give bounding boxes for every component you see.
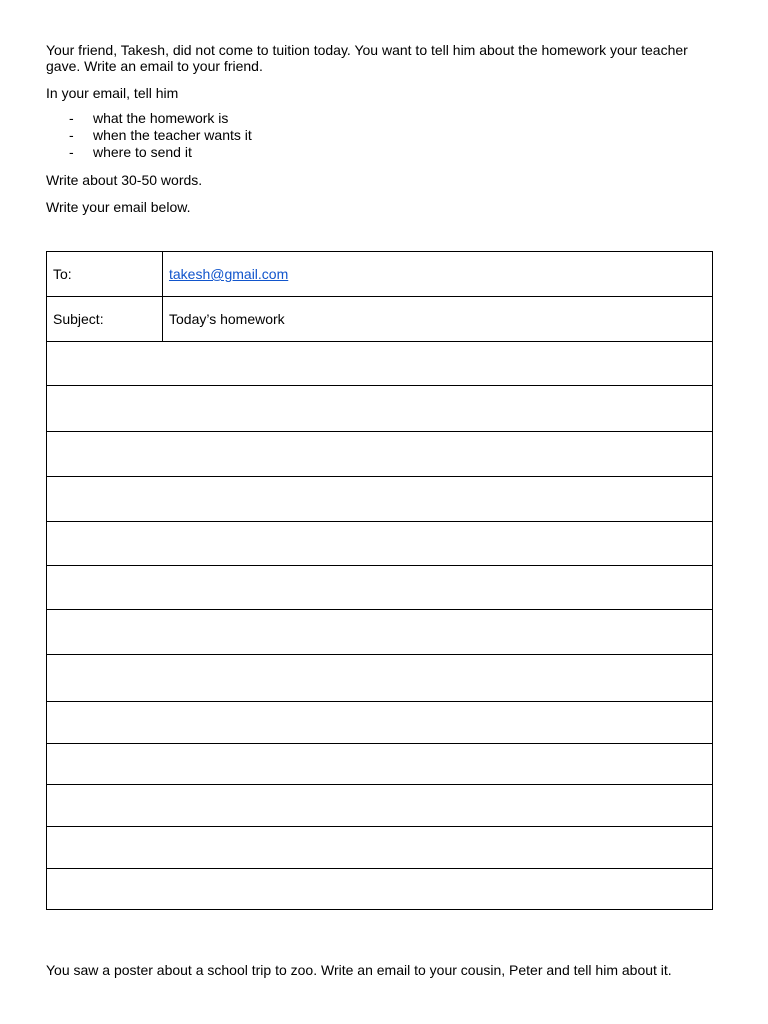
instruction-text: In your email, tell him <box>46 85 179 101</box>
list-item-text: when the teacher wants it <box>93 127 252 143</box>
writing-line-cell[interactable] <box>47 785 713 827</box>
writing-line <box>47 744 713 785</box>
writing-line <box>47 477 713 522</box>
writing-line-cell[interactable] <box>47 827 713 869</box>
writing-line-cell[interactable] <box>47 432 713 477</box>
list-item-text: what the homework is <box>93 110 229 126</box>
writing-line-cell[interactable] <box>47 522 713 566</box>
writing-line <box>47 655 713 702</box>
bullet-dash: - <box>69 110 74 126</box>
writing-line <box>47 386 713 432</box>
bullet-dash: - <box>69 144 74 160</box>
writing-line <box>47 610 713 655</box>
bullet-dash: - <box>69 127 74 143</box>
writing-line-cell[interactable] <box>47 566 713 610</box>
to-row <box>47 252 713 297</box>
writing-line-cell[interactable] <box>47 744 713 785</box>
list-item-text: where to send it <box>93 144 192 160</box>
writing-line <box>47 566 713 610</box>
email-address-link[interactable]: takesh@gmail.com <box>169 266 289 282</box>
writing-line <box>47 702 713 744</box>
writing-line-cell[interactable] <box>47 610 713 655</box>
writing-line <box>47 869 713 910</box>
writing-line-cell[interactable] <box>47 869 713 910</box>
writing-line <box>47 342 713 386</box>
writing-line <box>47 827 713 869</box>
writing-line-cell[interactable] <box>47 386 713 432</box>
list-item <box>46 127 713 144</box>
writing-line <box>47 785 713 827</box>
writing-line-cell[interactable] <box>47 655 713 702</box>
list-item <box>46 110 713 127</box>
email-form-table <box>46 251 713 910</box>
subject-value: Today’s homework <box>163 297 713 342</box>
writing-line <box>47 432 713 477</box>
task-intro-text: Your friend, Takesh, did not come to tuition today. You want to tell him about the homework your teacher gave. Write an email to your friend. <box>46 42 688 74</box>
subject-row <box>47 297 713 342</box>
task-two-prompt: You saw a poster about a school trip to zoo. Write an email to your cousin, Peter and tell him about it. <box>46 962 672 978</box>
list-item <box>46 144 713 161</box>
writing-line <box>47 522 713 566</box>
subject-label: Subject: <box>47 297 163 342</box>
to-value-cell <box>163 252 713 297</box>
task-one-section <box>46 42 713 215</box>
writing-line-cell[interactable] <box>47 342 713 386</box>
writing-line-cell[interactable] <box>47 477 713 522</box>
write-below-text: Write your email below. <box>46 199 191 215</box>
requirements-list <box>46 110 713 161</box>
writing-line-cell[interactable] <box>47 702 713 744</box>
to-label: To: <box>47 252 163 297</box>
word-count-text: Write about 30-50 words. <box>46 172 203 188</box>
